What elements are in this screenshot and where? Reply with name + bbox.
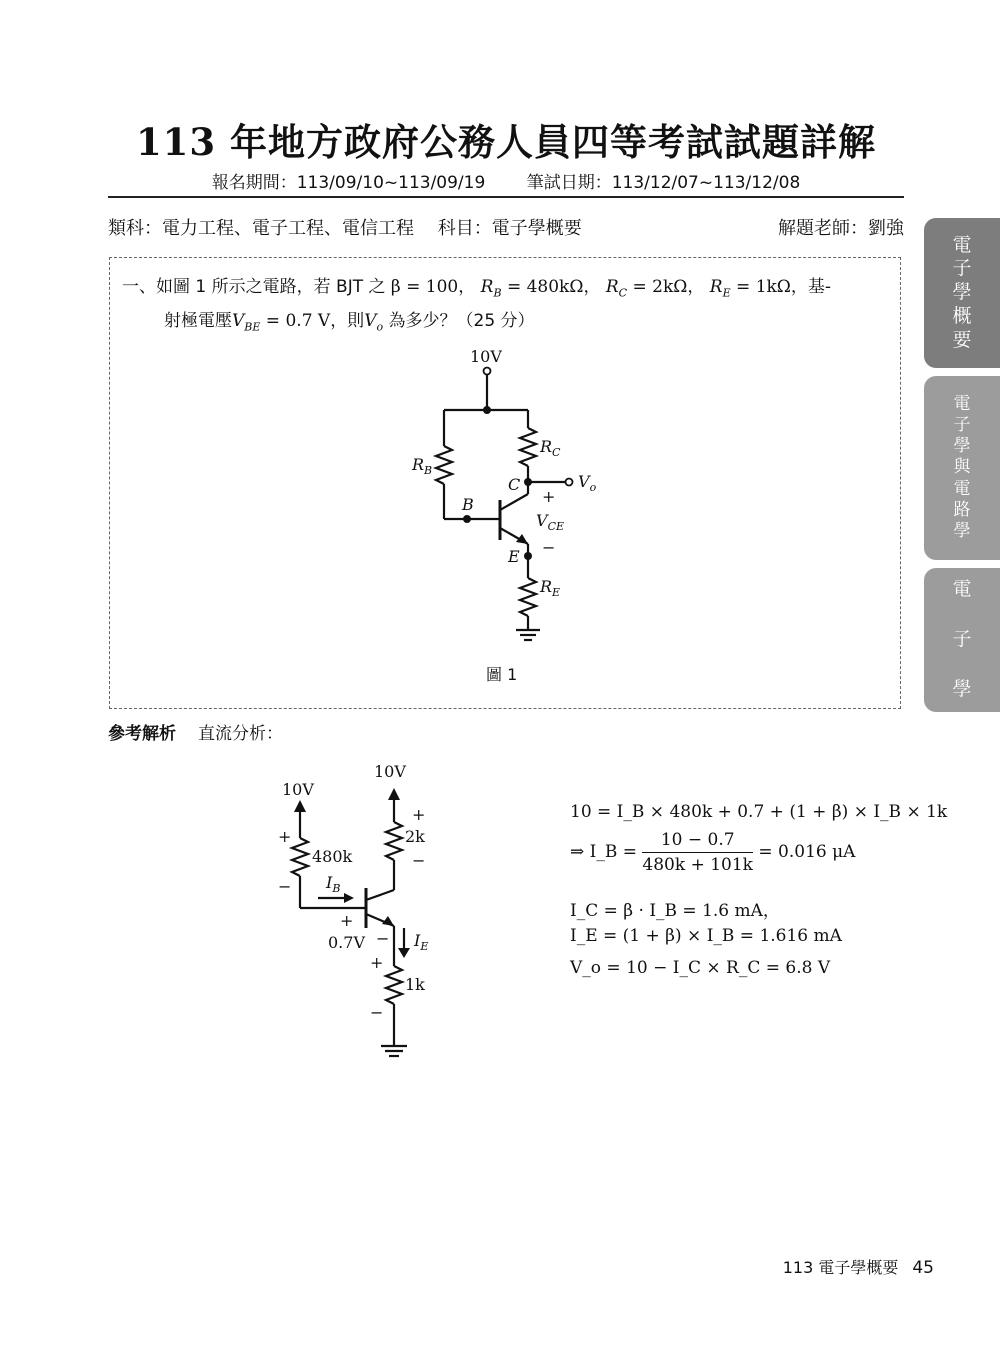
exam-dates: [108, 168, 904, 193]
category-text: 類科：電力工程、電子工程、電信工程: [108, 218, 414, 239]
side-tab-char: 電: [952, 233, 972, 256]
answer-intro: 直流分析：: [198, 724, 283, 744]
side-tab-char: 電: [953, 478, 971, 499]
written-exam-dates: 筆試日期：113/12/07~113/12/08: [526, 173, 801, 193]
header-divider: [108, 196, 904, 198]
side-tab-char: 學: [952, 281, 972, 304]
side-tab-char: 電: [952, 578, 972, 600]
teacher-text: 解題老師：劉強: [778, 218, 904, 239]
fig2-rc-label: 2k: [405, 827, 425, 846]
equation-2: ⇒ I_B = $\frac{10 - 0.7}{480k + 101k}$ = 0.016 μA: [570, 830, 856, 875]
footer-book-title: 113 電子學概要: [782, 1258, 899, 1277]
fig1-rc-label: $R_C$: [540, 437, 561, 459]
side-tab-electronics-circuits[interactable]: [924, 376, 1000, 560]
rc-value: 2kΩ: [652, 277, 688, 297]
page-footer: [740, 1255, 934, 1278]
side-tab-char: 學: [952, 678, 972, 701]
equation-5: V_o = 10 − I_C × R_C = 6.8 V: [570, 958, 831, 978]
fig2-ie-label: $I_E$: [414, 931, 429, 953]
fig2-rc-minus: −: [412, 851, 426, 870]
side-tab-char: 概: [952, 304, 972, 327]
vbe-value: 0.7 V: [285, 311, 331, 331]
fig2-rb-label: 480k: [312, 847, 353, 866]
fig1-vce-minus: −: [542, 538, 556, 557]
fig2-supply-right: 10V: [374, 762, 406, 781]
beta-value: β = 100: [390, 277, 459, 297]
fig2-rb-minus: −: [278, 877, 292, 896]
fig1-vce-label: $V_{CE}$: [536, 511, 565, 533]
side-tab-char: 子: [953, 414, 971, 435]
side-tab-char: 學: [953, 436, 971, 457]
figure-caption: 圖 1: [486, 665, 518, 684]
page-title: 113 年地方政府公務人員四等考試試題詳解: [135, 120, 877, 164]
fig2-re-plus: +: [370, 953, 384, 972]
fig2-vbe-minus: −: [376, 929, 390, 948]
side-tab-char: 要: [952, 328, 972, 351]
fig1-vo-label: $V_o$: [578, 472, 597, 494]
fig2-re-label: 1k: [405, 975, 425, 994]
side-tab-electronics[interactable]: [924, 568, 1000, 712]
fig1-node-c: C: [508, 475, 521, 494]
question-line-2: 射極電壓$V_{BE} = 0.7$ V，則$V_o$ 為多少？（25 分）: [164, 311, 535, 334]
equation-2-fraction: $\frac{10 - 0.7}{480k + 101k}$: [642, 830, 753, 875]
side-tab-char: 路: [953, 499, 971, 520]
equation-3: I_C = β · I_B = 1.6 mA，: [570, 901, 780, 921]
question-line-1: 一、如圖 1 所示之電路，若 BJT 之 β = 100， $R_B = 480k\Omega$， $R_C = 2k\Omega$， $R_E = 1k\Omega$，基-: [122, 277, 832, 300]
fig2-re-minus: −: [370, 1003, 384, 1022]
fig1-re-label: $R_E$: [540, 577, 561, 599]
answer-label: 參考解析: [108, 724, 176, 744]
side-tab-char: 學: [953, 521, 971, 542]
registration-period: 報名期間：113/09/10~113/09/19: [211, 173, 486, 193]
subject-text: 科目：電子學概要: [437, 218, 582, 239]
fig2-rc-plus: +: [412, 805, 426, 824]
side-tab-char: 子: [952, 257, 972, 280]
fig2-vbe-label: 0.7V: [328, 933, 365, 952]
side-tab-char: 與: [953, 457, 971, 478]
side-tab-char: 電: [953, 393, 971, 414]
equation-4: I_E = (1 + β) × I_B = 1.616 mA: [570, 926, 842, 946]
answer-heading: [108, 719, 283, 744]
circuit-figure-2: [268, 755, 448, 1065]
fig2-vbe-plus: +: [340, 911, 354, 930]
fig2-ib-label: $I_B$: [326, 873, 341, 895]
rb-value: 480kΩ: [526, 277, 584, 297]
side-tab-electronics-intro[interactable]: [924, 218, 1000, 368]
fig2-rb-plus: +: [278, 827, 292, 846]
fig1-vce-plus: +: [542, 487, 556, 506]
fig1-supply-label: 10V: [470, 347, 502, 366]
fig2-supply-left: 10V: [282, 780, 314, 799]
page-number: 45: [912, 1258, 934, 1278]
side-tab-char: 子: [952, 628, 972, 651]
re-value: 1kΩ: [755, 277, 791, 297]
fig1-node-e: E: [508, 547, 520, 566]
exam-meta: [108, 214, 904, 240]
fig1-node-b: B: [462, 495, 474, 514]
equation-1: 10 = I_B × 480k + 0.7 + (1 + β) × I_B × 1k: [570, 802, 948, 822]
circuit-figure-1: [400, 344, 620, 644]
fig1-rb-label: $R_B$: [412, 455, 433, 477]
